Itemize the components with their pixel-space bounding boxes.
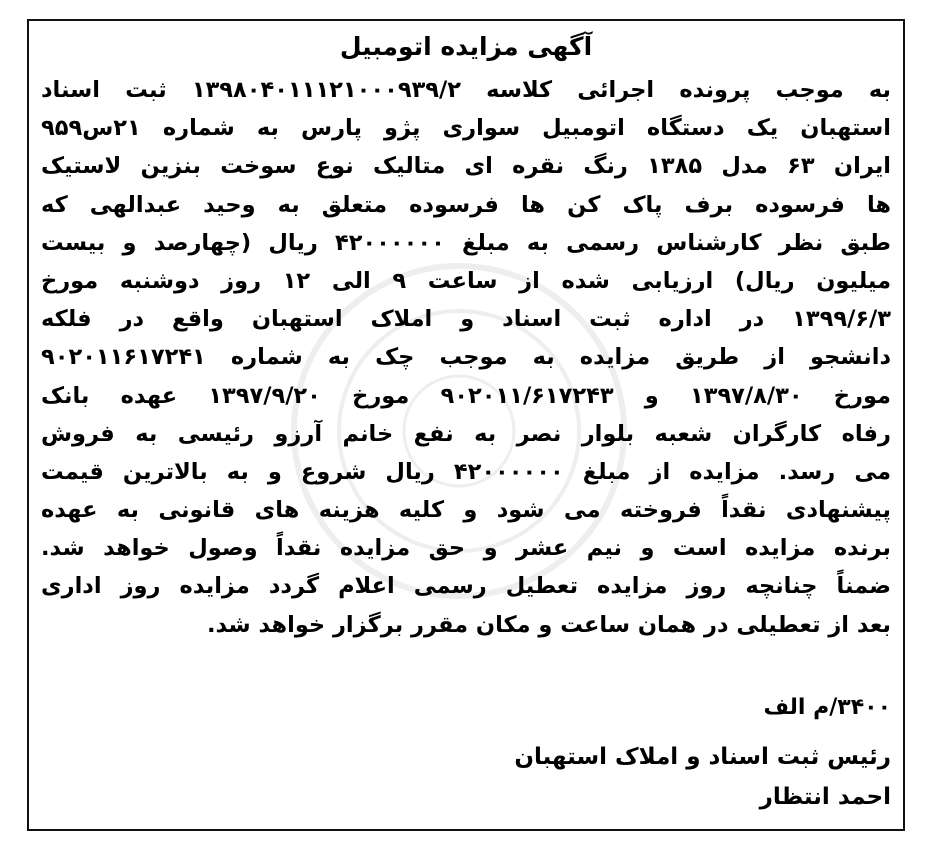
body-line: ها فرسوده برف پاک کن ها فرسوده متعلق به وحید عبدالهی که (41, 191, 891, 218)
notice-body (41, 71, 891, 644)
signature-title: رئیس ثبت اسناد و املاک استهبان (514, 744, 891, 770)
body-line: به موجب پرونده اجرائی کلاسه ۱۳۹۸۰۴۰۱۱۱۲۱۰۰۰۹۳۹/۲ ثبت اسناد (41, 77, 891, 103)
body-line: ایران ۶۳ مدل ۱۳۸۵ رنگ نقره ای متالیک نوع سوخت بنزین لاستیک (41, 153, 891, 180)
signature-name: احمد انتظار (759, 784, 891, 810)
body-line: میلیون ریال) ارزیابی شده از ساعت ۹ الی ۱۲ روز دوشنبه مورخ (41, 267, 891, 294)
body-line: بعد از تعطیلی در همان ساعت و مکان مقرر برگزار خواهد شد. (207, 611, 891, 638)
body-line: پیشنهادی نقداً فروخته می شود و کلیه هزینه های قانونی به عهده (41, 497, 891, 524)
body-line: رفاه کارگران شعبه بلوار نصر به نفع خانم آرزو رئیسی به فروش (41, 420, 891, 447)
body-line: استهبان یک دستگاه اتومبیل سواری پژو پارس به شماره ۲۱س۹۵۹ (41, 115, 891, 142)
body-line: طبق نظر کارشناس رسمی به مبلغ ۴۲۰۰۰۰۰۰ ریال (چهارصد و بیست (41, 229, 891, 256)
reference-number: ۳۴۰۰/م الف (763, 695, 891, 720)
body-line: مورخ ۱۳۹۷/۸/۳۰ و ۹۰۲۰۱۱/۶۱۷۲۴۳ مورخ ۱۳۹۷/۹/۲۰ عهده بانک (41, 382, 891, 409)
body-line: ضمناً چنانچه روز مزایده تعطیل رسمی اعلام گردد مزایده روز اداری (41, 573, 891, 600)
notice-frame (27, 19, 905, 831)
notice-title: آگهی مزایده اتومبیل (339, 32, 593, 61)
body-line: می رسد. مزایده از مبلغ ۴۲۰۰۰۰۰۰ ریال شروع و به بالاترین قیمت (41, 458, 891, 485)
body-line: دانشجو از طریق مزایده به موجب چک به شماره ۹۰۲۰۱۱۶۱۷۲۴۱ (41, 344, 891, 371)
body-line: برنده مزایده است و نیم عشر و حق مزایده نقداً وصول خواهد شد. (41, 535, 891, 562)
body-line: ۱۳۹۹/۶/۳ در اداره ثبت اسناد و املاک استهبان واقع در فلکه (41, 306, 891, 333)
